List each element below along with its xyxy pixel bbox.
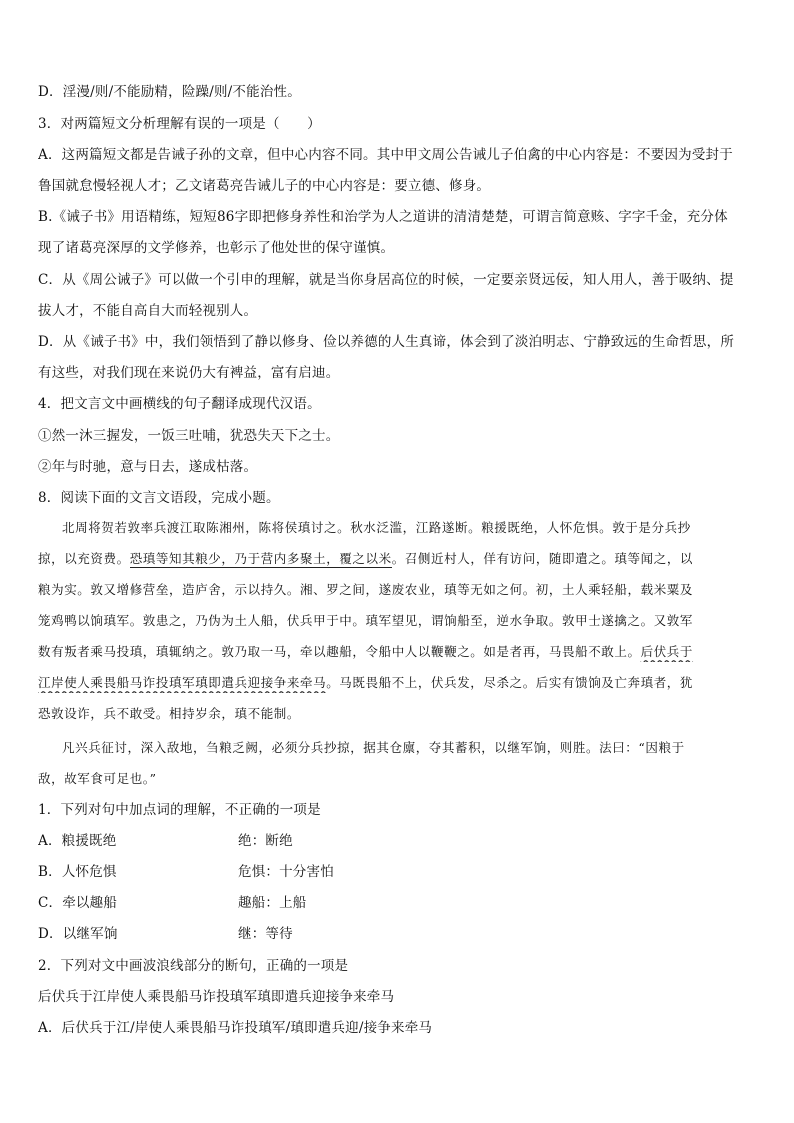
q1-option-d — [38, 924, 758, 944]
q1-option-c — [38, 893, 758, 913]
option-gloss: 绝：断绝 — [238, 833, 293, 849]
option-d-line: D．淫漫/则/不能励精，险躁/则/不能治性。 — [38, 84, 301, 100]
passage-text: 数有叛者乘马投瑱，瑱辄纳之。敦乃取一马，牵以趣船，令船中人以鞭鞭之。如是者再，马畏船不敢上。 — [38, 644, 641, 659]
passage-line-5 — [38, 642, 758, 662]
passage-line-9: 敌，故军食可足也。” — [38, 771, 157, 786]
option-gloss: 危惧：十分害怕 — [238, 864, 334, 880]
q1-option-b — [38, 862, 758, 882]
option-gloss: 继：等待 — [238, 926, 293, 942]
q2-option-a: A．后伏兵于江/岸使人乘畏船马诈投瑱军/瑱即遣兵迎/接争来牵马 — [38, 1020, 433, 1036]
q4-sentence-1: ①然一沐三握发，一饭三吐哺，犹恐失天下之士。 — [38, 428, 340, 444]
option-text: C．牵以趣船 — [38, 895, 118, 911]
q3-option-d-line2: 有这些，对我们现在来说仍大有裨益，富有启迪。 — [38, 365, 340, 381]
option-text: B．人怀危惧 — [38, 864, 117, 880]
sub-question-2-title: 2．下列对文中画波浪线部分的断句，正确的一项是 — [38, 958, 349, 974]
q3-option-c-line2: 拔人才，不能自高自大而轻视别人。 — [38, 303, 258, 319]
passage-text: 掠，以充资费。 — [38, 551, 130, 566]
wavy-underline-text: 江岸使人乘畏船马诈投瑱军瑱即遣兵迎接争来牵马 — [38, 675, 327, 690]
q2-sentence: 后伏兵于江岸使人乘畏船马诈投瑱军瑱即遣兵迎接争来牵马 — [38, 989, 395, 1005]
passage-line-4: 笼鸡鸭以饷瑱军。敦患之，乃伪为土人船，伏兵甲于中。瑱军望见，谓饷船至，逆水争取。敦甲士遂擒之。又敦军 — [38, 613, 694, 628]
q3-option-d-line1: D．从《诫子书》中，我们领悟到了静以修身、俭以养德的人生真谛，体会到了淡泊明志、宁静致远的生命哲思，所 — [38, 334, 735, 350]
passage-line-2 — [38, 549, 758, 569]
question-3-title: 3．对两篇短文分析理解有误的一项是（ ） — [38, 116, 321, 132]
wavy-underline-text: 后伏兵于 — [640, 644, 694, 659]
q3-option-a-line2: 鲁国就怠慢轻视人才；乙文诸葛亮告诫儿子的中心内容是：要立德、修身。 — [38, 178, 491, 194]
q3-option-c-line1: C．从《周公诫子》可以做一个引申的理解，就是当你身居高位的时候，一定要亲贤远佞，知人用人，善于吸纳、提 — [38, 272, 734, 288]
question-8-title: 8．阅读下面的文言文语段，完成小题。 — [38, 490, 280, 506]
sub-question-1-title: 1．下列对句中加点词的理解，不正确的一项是 — [38, 802, 321, 818]
passage-line-8: 凡兴兵征讨，深入敌地，刍粮乏阙，必须分兵抄掠，据其仓廪，夺其蓄积，以继军饷，则胜。法曰：“因粮于 — [62, 740, 685, 755]
q4-sentence-2: ②年与时驰，意与日去，遂成枯落。 — [38, 459, 258, 475]
passage-line-6 — [38, 673, 758, 693]
q3-option-a-line1: A．这两篇短文都是告诫子孙的文章，但中心内容不同。其中甲文周公告诫儿子伯禽的中心内容是：不要因为受封于 — [38, 147, 733, 163]
q1-option-a — [38, 831, 758, 851]
passage-line-7: 恐敦设诈，兵不敢受。相持岁余，瑱不能制。 — [38, 706, 301, 721]
underlined-sentence: 恐瑱等知其粮少，乃于营内多聚土，覆之以米 — [129, 551, 392, 566]
passage-line-1: 北周将贺若敦率兵渡江取陈湘州，陈将侯瑱讨之。秋水泛滥，江路遂断。粮援既绝，人怀危惧。敦于是分兵抄 — [62, 520, 691, 535]
option-gloss: 趣船：上船 — [238, 895, 307, 911]
question-4-title: 4．把文言文中画横线的句子翻译成现代汉语。 — [38, 396, 321, 412]
passage-line-3: 粮为实。敦又增修营垒，造庐舍，示以持久。湘、罗之间，遂废农业，瑱等无如之何。初，土人乘轻船，载米粟及 — [38, 582, 694, 597]
option-text: D．以继军饷 — [38, 926, 118, 942]
q3-option-b-line1: B.《诫子书》用语精练，短短86字即把修身养性和治学为人之道讲的清清楚楚，可谓言简意赅、字字千金，充分体 — [38, 209, 728, 225]
option-text: A．粮援既绝 — [38, 833, 117, 849]
passage-text: 。召侧近村人，佯有访问，随即遣之。瑱等闻之，以 — [391, 551, 694, 566]
passage-text: 。马既畏船不上，伏兵发，尽杀之。后实有馈饷及亡奔瑱者，犹 — [326, 675, 694, 690]
q3-option-b-line2: 现了诸葛亮深厚的文学修养，也彰示了他处世的保守谨慎。 — [38, 240, 395, 256]
